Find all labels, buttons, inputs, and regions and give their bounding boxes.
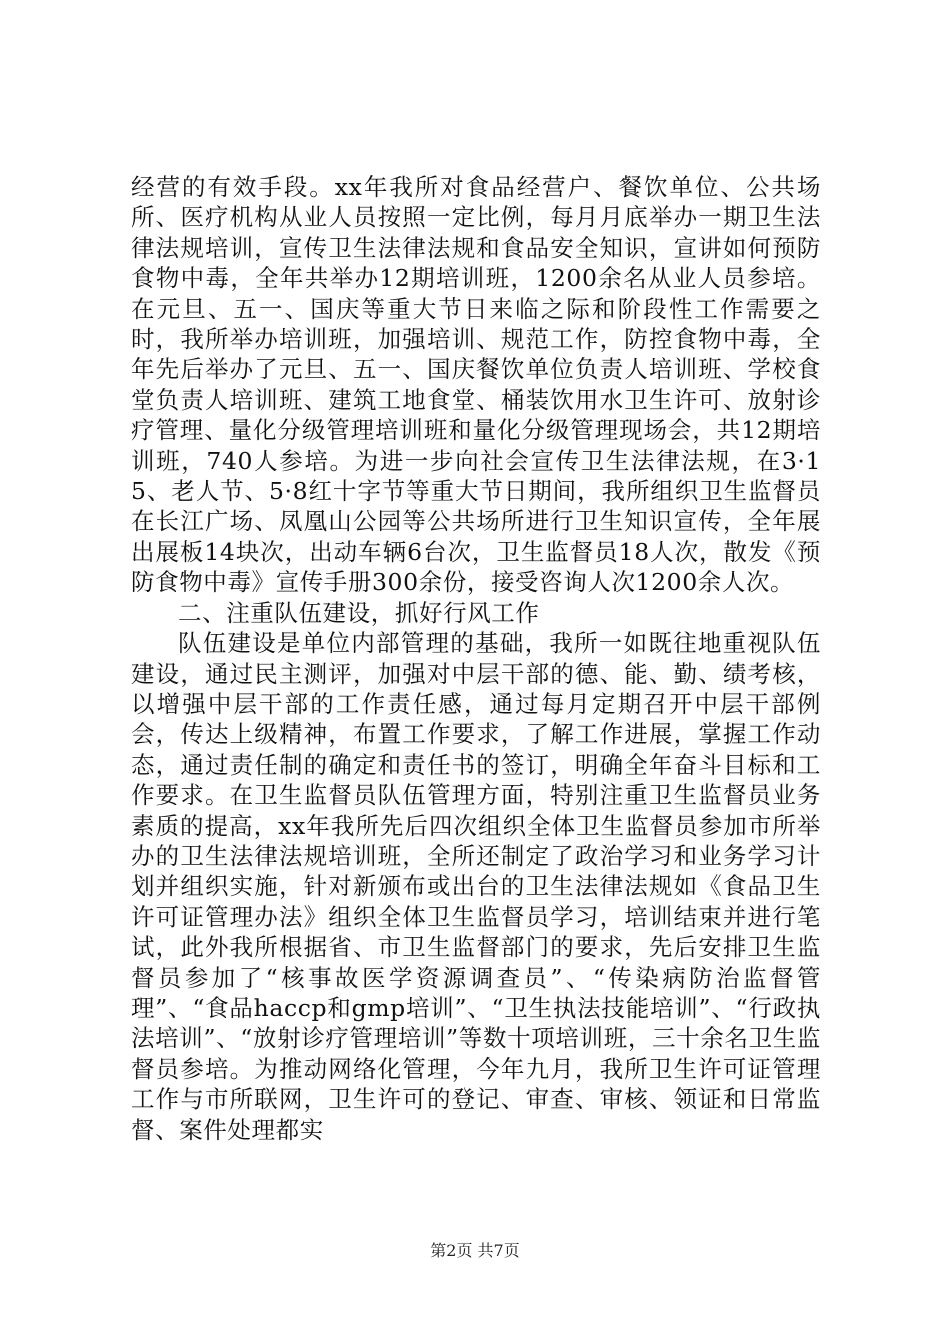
- paragraph-team-building: 队伍建设是单位内部管理的基础，我所一如既往地重视队伍建设，通过民主测评，加强对中层干部的德、能、勤、绩考核，以增强中层干部的工作责任感，通过每月定期召开中层干部例会，传达上级精神，布置工作要求，了解工作进展，掌握工作动态，通过责任制的确定和责任书的签订，明确全年奋斗目标和工作要求。在卫生监督员队伍管理方面，特别注重卫生监督员业务素质的提高，xx年我所先后四次组织全体卫生监督员参加市所举办的卫生法律法规培训班，全所还制定了政治学习和业务学习计划并组织实施，针对新颁布或出台的卫生法律法规如《食品卫生许可证管理办法》组织全体卫生监督员学习，培训结束并进行笔试，此外我所根据省、市卫生监督部门的要求，先后安排卫生监督员参加了“核事故医学资源调查员”、“传染病防治监督管理”、“食品haccp和gmp培训”、“卫生执法技能培训”、“行政执法培训”、“放射诊疗管理培训”等数十项培训班，三十余名卫生监督员参培。为推动网络化管理，今年九月，我所卫生许可证管理工作与市所联网，卫生许可的登记、审查、审核、领证和日常监督、案件处理都实: [131, 629, 821, 1144]
- document-body: [131, 172, 821, 1145]
- section-heading-team-building: 二、注重队伍建设，抓好行风工作: [178, 598, 540, 627]
- page-number-footer: 第2页 共7页: [430, 1241, 520, 1260]
- paragraph-training-summary: 经营的有效手段。xx年我所对食品经营户、餐饮单位、公共场所、医疗机构从业人员按照一定比例，每月月底举办一期卫生法律法规培训，宣传卫生法律法规和食品安全知识，宣讲如何预防食物中毒，全年共举办12期培训班，1200余名从业人员参培。在元旦、五一、国庆等重大节日来临之际和阶段性工作需要之时，我所举办培训班，加强培训、规范工作，防控食物中毒，全年先后举办了元旦、五一、国庆餐饮单位负责人培训班、学校食堂负责人培训班、建筑工地食堂、桶装饮用水卫生许可、放射诊疗管理、量化分级管理培训班和量化分级管理现场会，共12期培训班，740人参培。为进一步向社会宣传卫生法律法规，在3·15、老人节、5·8红十字节等重大节日期间，我所组织卫生监督员在长江广场、凤凰山公园等公共场所进行卫生知识宣传，全年展出展板14块次，出动车辆6台次，卫生监督员18人次，散发《预防食物中毒》宣传手册300余份，接受咨询人次1200余人次。: [131, 173, 821, 597]
